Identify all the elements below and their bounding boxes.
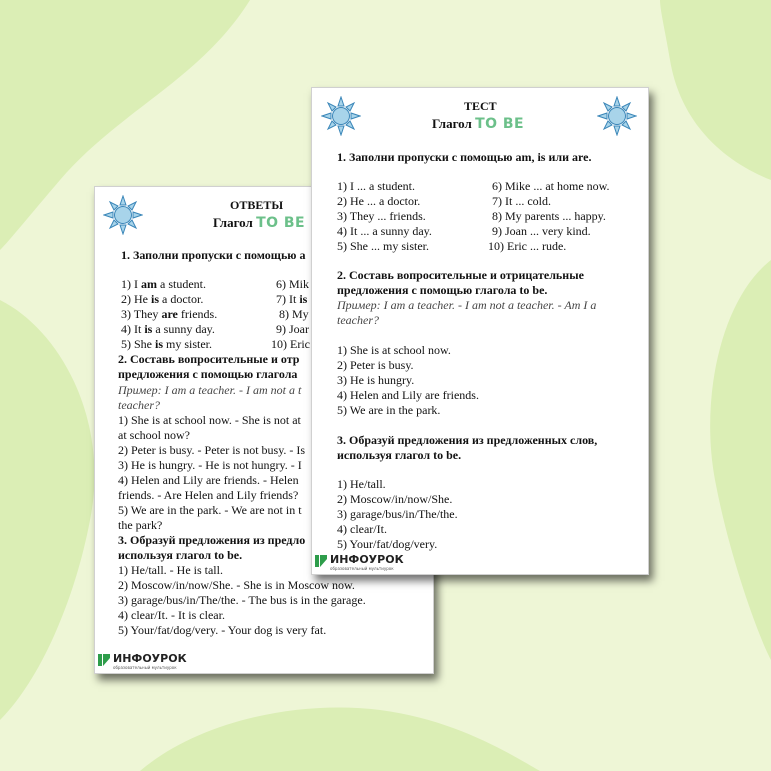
list-item: 7) It is [276, 292, 308, 306]
sheet-title: ОТВЕТЫ [230, 198, 284, 212]
sun-icon [103, 195, 143, 235]
list-item: 7) It ... cold. [492, 194, 551, 208]
infourok-logo [98, 653, 187, 670]
list-item: 6) Mik [276, 277, 309, 291]
list-item: 9) Joar [276, 322, 309, 336]
list-item: 3) They ... friends. [337, 209, 426, 223]
list-item: 5) Your/fat/dog/very. - Your dog is very fat. [118, 623, 327, 637]
sun-icon [597, 96, 637, 136]
example-text: teacher? [118, 398, 160, 412]
list-item: 3) He is hungry. [337, 373, 415, 387]
section-1-heading: 1. Заполни пропуски с помощью a [121, 248, 306, 262]
sheet-subtitle: Глагол TO BE [213, 215, 306, 231]
list-item: 2) Moscow/in/now/She. - She is in Moscow now. [118, 578, 355, 592]
list-item: 2) He ... a doctor. [337, 194, 421, 208]
list-item: 5) She ... my sister. [337, 239, 429, 253]
list-item: 3) garage/bus/in/The/the. - The bus is in the garage. [118, 593, 366, 607]
list-item: 3) garage/bus/in/The/the. [337, 507, 458, 521]
list-item: 5) Your/fat/dog/very. [337, 537, 438, 551]
section-3-heading: используя глагол to be. [118, 548, 243, 562]
example-text: Пример: I am a teacher. - I am not a t [118, 383, 302, 397]
list-item: 4) It ... a sunny day. [337, 224, 432, 238]
section-2-heading: предложения с помощью глагола [118, 367, 298, 381]
sun-icon [321, 96, 361, 136]
list-item: 8) My parents ... happy. [492, 209, 606, 223]
list-item: 1) I am a student. [121, 277, 206, 291]
logo-tagline: образовательный мультиурок [113, 665, 177, 670]
list-item: 6) Mike ... at home now. [492, 179, 610, 193]
list-item: 10) Eric ... rude. [488, 239, 567, 253]
list-item: 2) Moscow/in/now/She. [337, 492, 453, 506]
list-item: 1) He/tall. - He is tall. [118, 563, 223, 577]
list-item: 4) Helen and Lily are friends. - Helen [118, 473, 299, 487]
logo-name: ИНФОУРОК [113, 652, 187, 665]
list-item: 5) She is my sister. [121, 337, 213, 351]
list-item: friends. - Are Helen and Lily friends? [118, 488, 299, 502]
list-item: 1) I ... a student. [337, 179, 415, 193]
list-item: 4) clear/It. [337, 522, 387, 536]
section-2-heading: 2. Составь вопросительные и отрицательные [337, 268, 584, 282]
list-item: 4) It is a sunny day. [121, 322, 215, 336]
section-3-heading: 3. Образуй предложения из предло [118, 533, 306, 547]
list-item: 2) Peter is busy. [337, 358, 414, 372]
to-be-accent: TO BE [256, 215, 306, 231]
section-3-heading: 3. Образуй предложения из предложенных слов, [337, 433, 598, 447]
test-sheet [311, 87, 649, 575]
infourok-logo-icon [315, 554, 327, 568]
list-item: 3) He is hungry. - He is not hungry. - I [118, 458, 302, 472]
sheet-title: ТЕСТ [464, 99, 497, 113]
infourok-logo-icon [98, 653, 110, 667]
example-text: teacher? [337, 313, 379, 327]
section-2-heading: 2. Составь вопросительные и отр [118, 352, 300, 366]
logo-name: ИНФОУРОК [330, 553, 404, 566]
section-1-heading: 1. Заполни пропуски с помощью am, is или are. [337, 150, 592, 164]
list-item: 2) Peter is busy. - Peter is not busy. - Is [118, 443, 306, 457]
example-text: Пример: I am a teacher. - I am not a teacher. - Am I a [337, 298, 597, 312]
list-item: 4) Helen and Lily are friends. [337, 388, 479, 402]
section-2-heading: предложения с помощью глагола to be. [337, 283, 548, 297]
list-item: 10) Eric [271, 337, 310, 351]
sheet-subtitle: Глагол TO BE [432, 116, 525, 132]
list-item: the park? [118, 518, 163, 532]
list-item: 1) She is at school now. [337, 343, 451, 357]
to-be-accent: TO BE [475, 116, 525, 132]
list-item: 4) clear/It. - It is clear. [118, 608, 225, 622]
list-item: 8) My [279, 307, 309, 321]
list-item: 5) We are in the park. [337, 403, 441, 417]
list-item: at school now? [118, 428, 190, 442]
section-3-heading: используя глагол to be. [337, 448, 462, 462]
infourok-logo [315, 554, 404, 571]
list-item: 1) He/tall. [337, 477, 386, 491]
list-item: 3) They are friends. [121, 307, 218, 321]
list-item: 1) She is at school now. - She is not at [118, 413, 301, 427]
list-item: 2) He is a doctor. [121, 292, 204, 306]
logo-tagline: образовательный мультиурок [330, 566, 394, 571]
list-item: 5) We are in the park. - We are not in t [118, 503, 302, 517]
list-item: 9) Joan ... very kind. [492, 224, 591, 238]
